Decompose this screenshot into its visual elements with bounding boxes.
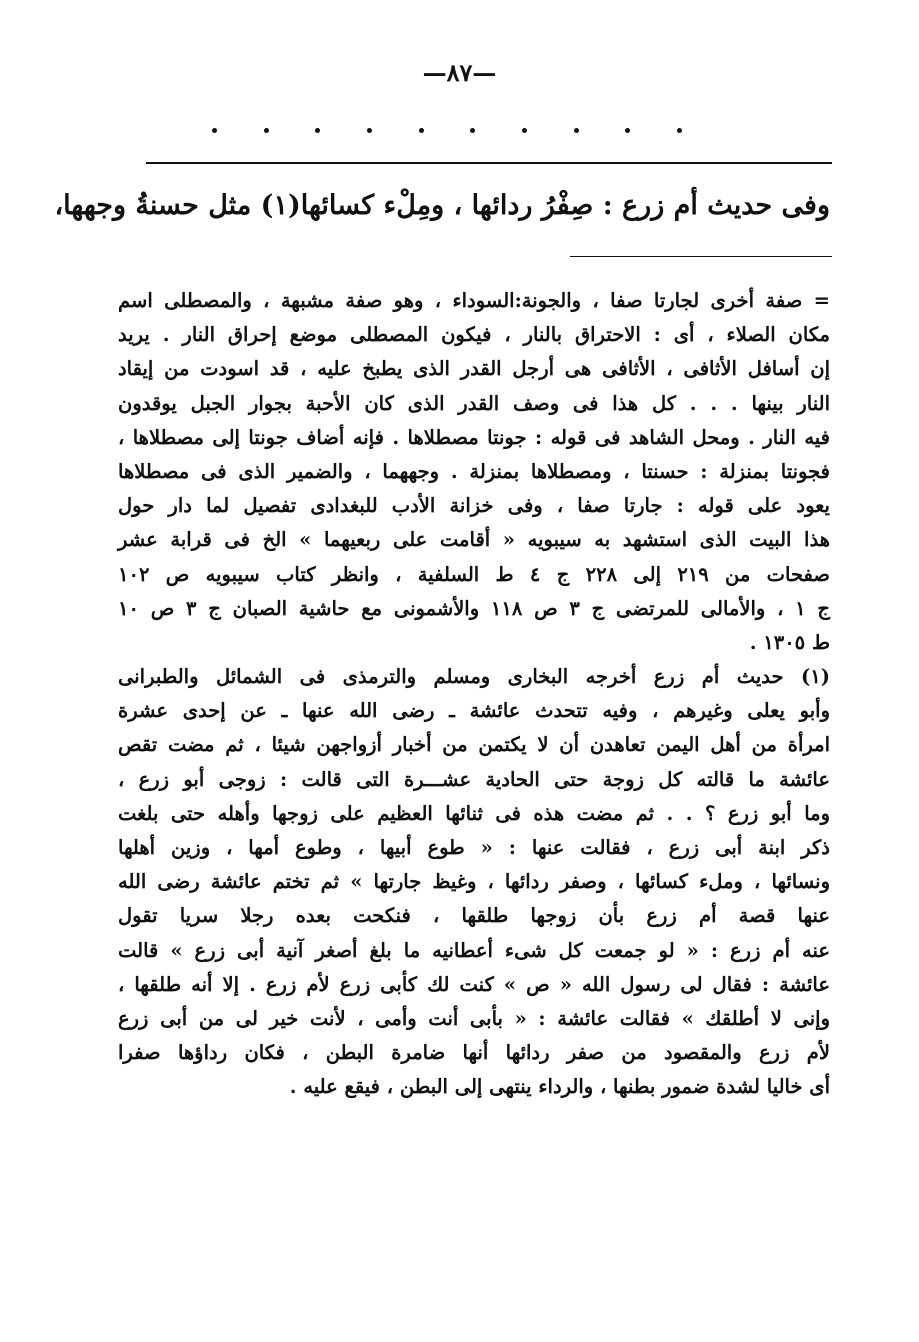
ornament-dot bbox=[212, 128, 217, 133]
footnote-line: وأبو يعلى وغيرهم ، وفيه تتحدث عائشة ـ رضى الله عنها ـ عن إحدى عشرة bbox=[118, 699, 830, 723]
ornament-dot bbox=[419, 128, 424, 133]
ornament-dot bbox=[470, 128, 475, 133]
footnote-separator bbox=[570, 256, 832, 257]
commentary-line: ط ١٣٠٥ . bbox=[749, 630, 830, 654]
footnote-line: وإنى لا أطلقك » فقالت عائشة : « بأبى أنت وأمى ، لأنت خير لى من أبى زرع bbox=[118, 1006, 830, 1030]
footnote-line: عائشة : فقال لى رسول الله « ص » كنت لك كأبى زرع لأم زرع . إلا أنه طلقها ، bbox=[118, 972, 830, 996]
footnotes-block bbox=[118, 284, 830, 1105]
ornament-dot bbox=[367, 128, 372, 133]
ornament-dot bbox=[574, 128, 579, 133]
footnote-line: امرأة من أهل اليمن تعاهدن أن لا يكتمن من أخبار أزواجهن شيئا ، ثم مضت تقص bbox=[118, 733, 830, 757]
ornament-dot bbox=[315, 128, 320, 133]
page-number: —٨٧— bbox=[422, 58, 497, 87]
commentary-line: ج ١ ، والأمالى للمرتضى ج ٣ ص ١١٨ والأشمونى مع حاشية الصبان ج ٣ ص ١٠ bbox=[118, 596, 830, 620]
footnote-line: ذكر ابنة أبى زرع ، فقالت عنها : « طوع أبيها ، وطوع أمها ، وزين أهلها bbox=[118, 836, 830, 859]
ornament-dot bbox=[264, 128, 269, 133]
footnote-line: عائشة ما قالته كل زوجة حتى الحادية عشـــرة التى قالت : زوجى أبو زرع ، bbox=[118, 767, 830, 791]
commentary-line: النار بينها . . . كل هذا فى وصف القدر الذى كان الأحبة بجوار الجبل يوقدون bbox=[118, 391, 830, 415]
commentary-line: هذا البيت الذى استشهد به سيبويه « أقامت على ربعيهما » الخ فى قرابة عشر bbox=[118, 528, 830, 552]
footnote-line: عنه أم زرع : « لو جمعت كل شىء أعطانيه ما بلغ أصغر آنية أبى زرع » قالت bbox=[118, 938, 830, 962]
footnote-line: لأم زرع والمقصود من صفر ردائها أنها ضامرة البطن ، فكان رداؤها صفرا bbox=[118, 1041, 830, 1065]
commentary-line: فجونتا بمنزلة : حسنتا ، ومصطلاها بمنزلة . وجههما ، والضمير الذى فى مصطلاها bbox=[118, 459, 830, 483]
footnote-line: ونسائها ، وملء كسائها ، وصفر ردائها ، وغيظ جارتها » ثم تختم عائشة رضى الله bbox=[118, 870, 830, 894]
commentary-line: إن أسافل الأثافى ، الأثافى هى أرجل القدر الذى يطبخ عليه ، قد اسودت من إيقاد bbox=[118, 357, 830, 381]
ornament-dot bbox=[677, 128, 682, 133]
footnote-line: أى خاليا لشدة ضمور بطنها ، والرداء ينتهى إلى البطن ، فيقع عليه . bbox=[289, 1075, 830, 1099]
verse-line: وفى حديث أم زرع : صِفْرُ ردائها ، ومِلْء كسائها(١) مثل حسنةُ وجهها، bbox=[54, 190, 830, 221]
footnote-line: وما أبو زرع ؟ . . ثم مضت هذه فى ثنائها العظيم على زوجها وأهله حتى بلغت bbox=[118, 801, 830, 825]
commentary-line: فيه النار . ومحل الشاهد فى قوله : جونتا مصطلاها . فإنه أضاف جونتا إلى مصطلاها ، bbox=[118, 425, 830, 449]
ornament-dot bbox=[522, 128, 527, 133]
commentary-line: يعود على قوله : جارتا صفا ، وفى خزانة الأدب للبغدادى تفصيل لما دار حول bbox=[118, 494, 830, 518]
commentary-line: صفحات من ٢١٩ إلى ٢٢٨ ج ٤ ط السلفية ، وانظر كتاب سيبويه ص ١٠٢ bbox=[118, 562, 830, 586]
commentary-line: = صفة أخرى لجارتا صفا ، والجونة:السوداء ، وهو صفة مشبهة ، والمصطلى اسم bbox=[118, 289, 830, 312]
ornament-dot bbox=[625, 128, 630, 133]
footnote-line: (١) حديث أم زرع أخرجه البخارى ومسلم والترمذى فى الشمائل والطبرانى bbox=[118, 665, 830, 689]
top-rule bbox=[146, 162, 832, 164]
commentary-line: مكان الصلاء ، أى : الاحتراق بالنار ، فيكون المصطلى موضع إحراق النار . يريد bbox=[118, 323, 830, 347]
footnote-line: عنها قصة أم زرع بأن زوجها طلقها ، فنكحت بعده رجلا سريا تقول bbox=[118, 904, 830, 928]
ornament-divider bbox=[212, 128, 682, 133]
